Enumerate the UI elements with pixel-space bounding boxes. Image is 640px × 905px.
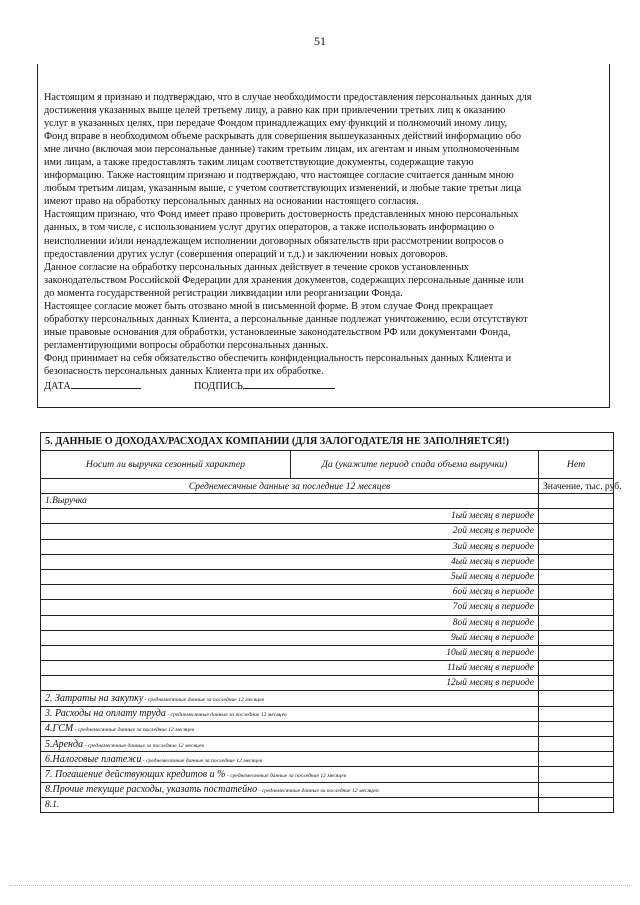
consent-line: Настоящим я признаю и подтверждаю, что в случае необходимости предоставления персональных данных для [44,92,532,103]
month-label: 12ый месяц в периоде [41,676,539,691]
section-title: 5. ДАННЫЕ О ДОХОДАХ/РАСХОДАХ КОМПАНИИ (ДЛЯ ЗАЛОГОДАТЕЛЯ НЕ ЗАПОЛНЯЕТСЯ!) [41,433,614,451]
month-label: 11ый месяц в периоде [41,661,539,676]
consent-line: обработку персональных данных Клиента, а персональные данные подлежат уничтожению, если отсутствуют [44,313,528,325]
income-expense-table [40,432,622,813]
expense-label: 3. Расходы на оплату труда [45,708,166,720]
page-number: 51 [314,34,326,48]
expense-label-cell [41,782,539,797]
consent-line: Фонд принимает на себя обязательство обеспечить конфиденциальность персональных данных Клиента и [44,352,512,364]
month-row [41,539,614,554]
consent-line: предоставлении других услуг (совершения операций и т.д.) и заключении новых договоров. [44,248,448,260]
expense-note: - среднемесячные данные за последние 12 месяцев [225,772,347,779]
revenue-value-cell[interactable] [539,494,614,509]
avg-data-header: Среднемесячные данные за последние 12 месяцев [41,479,539,494]
consent-line: законодательством Российской Федерации для хранения документов, содержащих персональные данные или [44,274,524,286]
month-value-cell[interactable] [539,585,614,600]
month-value-cell[interactable] [539,615,614,630]
month-row [41,676,614,691]
expense-rows [41,691,614,797]
consent-line: любым третьим лицам, указанным выше, с учетом соответствующих изменений, и любые такие третьи лица [44,183,522,195]
expense-label-cell [41,752,539,767]
month-label: 3ий месяц в периоде [41,539,539,554]
month-label: 2ой месяц в периоде [41,524,539,539]
expense-value-cell[interactable] [539,737,614,752]
month-value-cell[interactable] [539,524,614,539]
month-rows [41,509,614,691]
income-expense-section [40,432,622,813]
expense-label-cell [41,721,539,736]
consent-line: имеют право на обработку персональных данных на основании настоящего согласия. [44,196,419,208]
expense-value-cell[interactable] [539,691,614,706]
consent-line: неисполнении и/или ненадлежащем исполнении договорных обязательств при рассмотрении вопросов о [44,235,504,247]
expense-row [41,782,614,797]
month-value-cell[interactable] [539,630,614,645]
expense-label: 8.Прочие текущие расходы, указать постатейно [45,784,258,796]
month-row [41,569,614,584]
expense-label: 2. Затраты на закупку [45,693,144,705]
expense-row [41,737,614,752]
expense-label: 6.Налоговые платежи [45,753,142,765]
seasonal-yes-option[interactable]: Да (укажите период спада объема выручки) [291,451,539,479]
month-label: 7ой месяц в периоде [41,600,539,615]
month-row [41,524,614,539]
consent-line: Настоящим признаю, что Фонд имеет право проверить достоверность представленных мною персональных [44,209,519,221]
consent-line: Настоящее согласие может быть отозвано мной в письменной форме. В этом случае Фонд прекращает [44,300,494,312]
expense-note: - среднемесячные данные за последние 12 месяцев [73,727,195,734]
expense-note: - среднемесячные данные за последние 12 месяцев [165,712,287,719]
expense-label-cell [41,767,539,782]
expense-value-cell[interactable] [539,752,614,767]
consent-line: данных, в том числе, с использованием услуг других операторов, а также использовать информацию о [44,222,495,234]
month-value-cell[interactable] [539,645,614,660]
month-value-cell[interactable] [539,600,614,615]
expense-label: 4.ГСМ [45,723,74,735]
month-label: 8ой месяц в периоде [41,615,539,630]
expense-row [41,721,614,736]
month-row [41,554,614,569]
expense-label-cell [41,691,539,706]
sub-item-row [41,797,614,812]
month-row [41,615,614,630]
month-row [41,509,614,524]
expense-row [41,752,614,767]
expense-note: - среднемесячные данные за последние 12 месяцев [141,757,263,764]
consent-text-block [37,64,610,408]
sub-item-value-cell[interactable] [539,797,614,812]
expense-row [41,691,614,706]
month-value-cell[interactable] [539,569,614,584]
signature-label: ПОДПИСЬ [193,381,243,393]
month-label: 1ый месяц в периоде [41,509,539,524]
consent-line: услуг в указанных целях, при передаче Фондом принадлежащих ему функций и полномочий иному лицу, [44,118,508,130]
month-row [41,645,614,660]
month-row [41,585,614,600]
scan-edge-noise [10,885,630,888]
revenue-label: 1.Выручка [41,494,539,509]
seasonal-row [41,451,614,479]
expense-note: - среднемесячные данные за последние 12 месяцев: [257,788,380,795]
signature-field[interactable] [243,379,335,389]
month-value-cell[interactable] [539,676,614,691]
consent-line: мне лично (включая мои персональные данные) таким третьим лицам, их агентам и иным уполномоченным [44,144,520,156]
value-header: Значение, тыс. руб. [539,479,614,494]
consent-paragraphs [44,91,605,378]
month-row [41,630,614,645]
seasonal-question: Носит ли выручка сезонный характер [41,451,291,479]
expense-value-cell[interactable] [539,706,614,721]
signature-row [44,379,605,393]
month-value-cell[interactable] [539,539,614,554]
expense-note: - среднемесячные данные за последние 12 месяцев [143,697,265,704]
consent-line: регламентирующими вопросы обработки персональных данных. [44,339,329,351]
expense-value-cell[interactable] [539,767,614,782]
month-label: 9ый месяц в периоде [41,630,539,645]
expense-row [41,706,614,721]
expense-label: 7. Погашение действующих кредитов и % [45,768,226,780]
consent-line: иные правовые основания для обработки, установленные законодательством РФ или документами Фонда, [44,326,511,338]
sub-item-label: 8.1. [41,797,539,812]
expense-label-cell [41,706,539,721]
revenue-row [41,494,614,509]
month-row [41,600,614,615]
expense-note: - среднемесячные данные за последние 12 месяцев [83,742,204,749]
expense-label: 5.Аренда [45,738,84,750]
consent-line: Фонд вправе в необходимом объеме раскрывать для совершения вышеуказанных действий информацию обо [44,131,522,143]
consent-line: ими лицам, а также предоставлять таким лицам соответствующие документы, содержащие такую [44,157,474,169]
month-value-cell[interactable] [539,554,614,569]
section-title-row [41,433,614,451]
consent-line: информацию. Также настоящим признаю и подтверждаю, что настоящее согласие считается данным мною [44,170,514,182]
expense-label-cell [41,737,539,752]
consent-line: безопасность персональных данных Клиента при их обработке. [44,365,324,377]
consent-line: до момента государственной регистрации ликвидации или реорганизации Фонда. [44,287,403,299]
expense-value-cell[interactable] [539,721,614,736]
table-header-row [41,479,614,494]
expense-value-cell[interactable] [539,782,614,797]
month-row [41,661,614,676]
month-value-cell[interactable] [539,509,614,524]
seasonal-no-option[interactable]: Нет [539,451,614,479]
month-label: 6ой месяц в периоде [41,585,539,600]
date-field[interactable] [71,379,141,389]
month-value-cell[interactable] [539,661,614,676]
month-label: 10ый месяц в периоде [41,645,539,660]
month-label: 5ый месяц в периоде [41,569,539,584]
consent-line: Данное согласие на обработку персональных данных действует в течение сроков установленных [44,261,469,273]
expense-row [41,767,614,782]
month-label: 4ый месяц в периоде [41,554,539,569]
date-label: ДАТА [44,381,71,393]
consent-line: достижения указанных выше целей третьему лицу, а равно как при привлечении третьих лиц к оказанию [44,105,506,117]
